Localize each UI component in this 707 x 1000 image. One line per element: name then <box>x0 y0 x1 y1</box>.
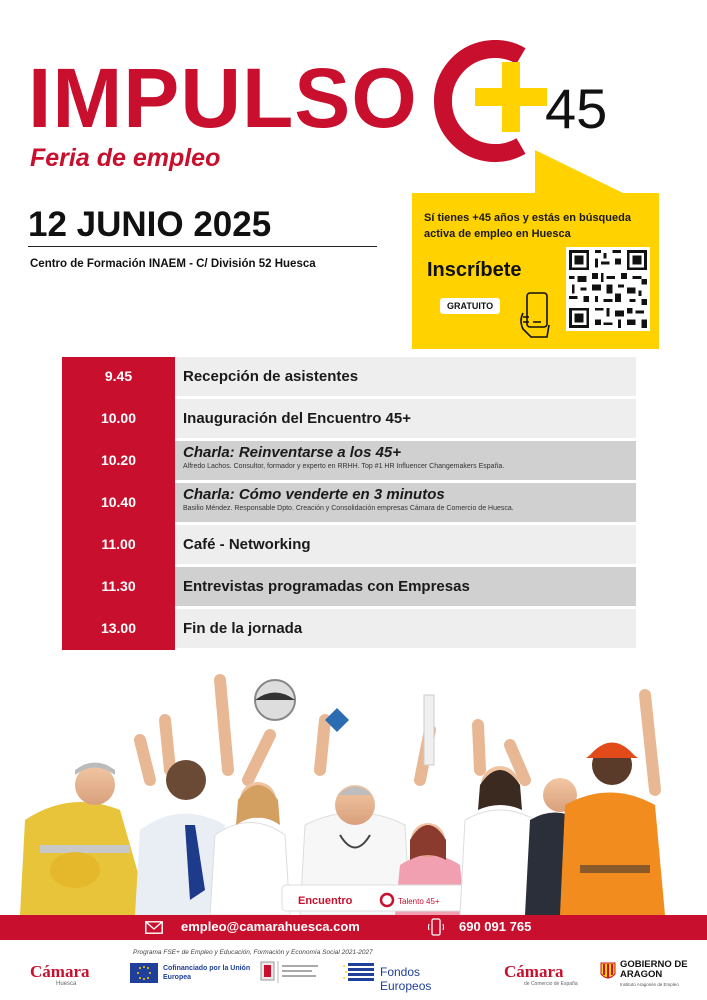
contact-bar <box>0 915 707 940</box>
qr-code[interactable] <box>566 247 650 331</box>
ministry-logo <box>258 959 322 985</box>
camara-huesca-sub: Huesca <box>56 981 77 987</box>
callout-tab <box>535 150 625 194</box>
fondos-europeos-logo <box>342 961 472 993</box>
eu-flag-icon <box>130 963 158 983</box>
event-name: Recepción de asistentes <box>183 368 359 385</box>
time-cell: 10.40 <box>100 494 137 510</box>
event-date: 12 JUNIO 2025 <box>28 205 272 244</box>
schedule-row <box>175 525 636 564</box>
time-cell: 9.45 <box>104 368 133 384</box>
time-cell: 11.00 <box>101 536 136 552</box>
group-photo <box>0 660 707 915</box>
event-venue: Centro de Formación INAEM - C/ División 52 Huesca <box>30 258 316 270</box>
camara-huesca-logo <box>30 962 105 988</box>
schedule-table <box>62 357 636 650</box>
schedule-row <box>175 357 636 396</box>
time-cell: 10.00 <box>100 410 137 426</box>
event-name: Entrevistas programadas con Empresas <box>183 578 470 595</box>
camara-huesca-name: Cámara <box>30 962 90 981</box>
event-title: IMPULSO <box>28 51 418 145</box>
schedule-row <box>175 441 636 480</box>
banner-label: Encuentro <box>298 895 353 907</box>
camara-espana-logo <box>504 962 584 988</box>
eu-cofinanced-text: Cofinanciado por la Unión Europea <box>163 965 251 982</box>
eu-cofinanced-logo <box>130 963 255 985</box>
time-cell: 13.00 <box>100 620 137 636</box>
time-cell: 11.30 <box>101 578 136 594</box>
event-name: Fin de la jornada <box>183 620 303 637</box>
schedule-row <box>175 609 636 648</box>
event-name: Charla: Cómo venderte en 3 minutos <box>183 486 445 503</box>
mail-icon <box>145 921 163 934</box>
time-cell: 10.20 <box>100 452 137 468</box>
fondos-europeos-text: Fondos Europeos <box>380 965 432 993</box>
schedule-row <box>175 483 636 522</box>
fondos-flag-icon <box>342 963 374 981</box>
event-name: Charla: Reinventarse a los 45+ <box>183 444 402 461</box>
event-detail: Alfredo Lachos. Consultor, formador y experto en RRHH. Top #1 HR Influencer Changemakers España. <box>183 463 505 470</box>
free-badge: GRATUITO <box>440 298 500 314</box>
signup-cta[interactable]: Inscríbete <box>427 259 522 281</box>
event-name: Inauguración del Encuentro 45+ <box>183 410 411 427</box>
phone-icon <box>428 918 444 937</box>
schedule-row <box>175 399 636 438</box>
divider <box>28 246 377 247</box>
signup-intro: Sí tienes +45 años y estás en búsqueda activa de empleo en Huesca <box>424 212 631 240</box>
event-subtitle: Feria de empleo <box>30 144 221 172</box>
gobierno-aragon-logo <box>600 960 700 990</box>
logo-number: 45 <box>545 77 608 140</box>
gobierno-aragon-text: GOBIERNO DE ARAGON <box>620 959 688 980</box>
schedule-row <box>175 567 636 606</box>
event-name: Café - Networking <box>183 536 311 553</box>
contact-phone[interactable]: 690 091 765 <box>459 919 532 934</box>
camara-espana-sub: de Comercio de España <box>524 981 578 987</box>
program-line: Programa FSE+ de Empleo y Educación, Formación y Economía Social 2021-2027 <box>133 949 373 956</box>
camara-espana-name: Cámara <box>504 962 564 981</box>
signup-callout <box>412 193 659 349</box>
gobierno-aragon-sub: Instituto Aragonés de Empleo <box>620 982 679 987</box>
banner-brand: Talento 45+ <box>398 897 440 906</box>
event-detail: Basilio Méndez. Responsable Dpto. Creación y Consolidación empresas Cámara de Comercio de Huesca. <box>183 505 514 512</box>
hand-phone-icon <box>517 291 555 339</box>
aragon-shield-icon <box>600 962 616 982</box>
contact-email[interactable]: empleo@camarahuesca.com <box>181 919 360 934</box>
